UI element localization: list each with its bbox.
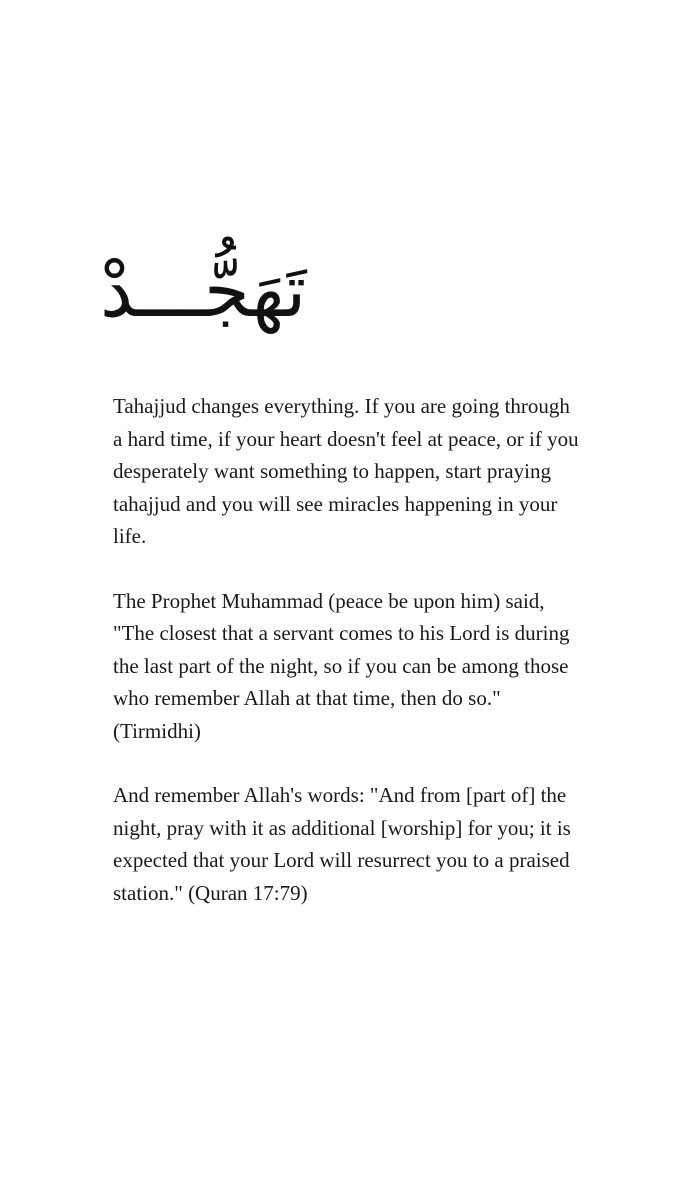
paragraph-quran: And remember Allah's words: "And from [part of] the night, pray with it as additional [worship] for you; it is expected that your Lord will resurrect you to a praised station." (Quran 17:79) (113, 783, 571, 905)
paragraph-hadith: The Prophet Muhammad (peace be upon him) said, "The closest that a servant comes to his Lord is during the last part of the night, so if you can be among those who remember Allah at that time, then do so." (Tirmidhi) (113, 588, 570, 743)
arabic-title: تَهَجُّـــدْ (100, 248, 307, 334)
body-text (113, 390, 583, 941)
paragraph-intro: Tahajjud changes everything. If you are going through a hard time, if your heart doesn't feel at peace, or if you desperately want something to happen, start praying tahajjud and you will see miracles happening in your life. (113, 394, 579, 548)
